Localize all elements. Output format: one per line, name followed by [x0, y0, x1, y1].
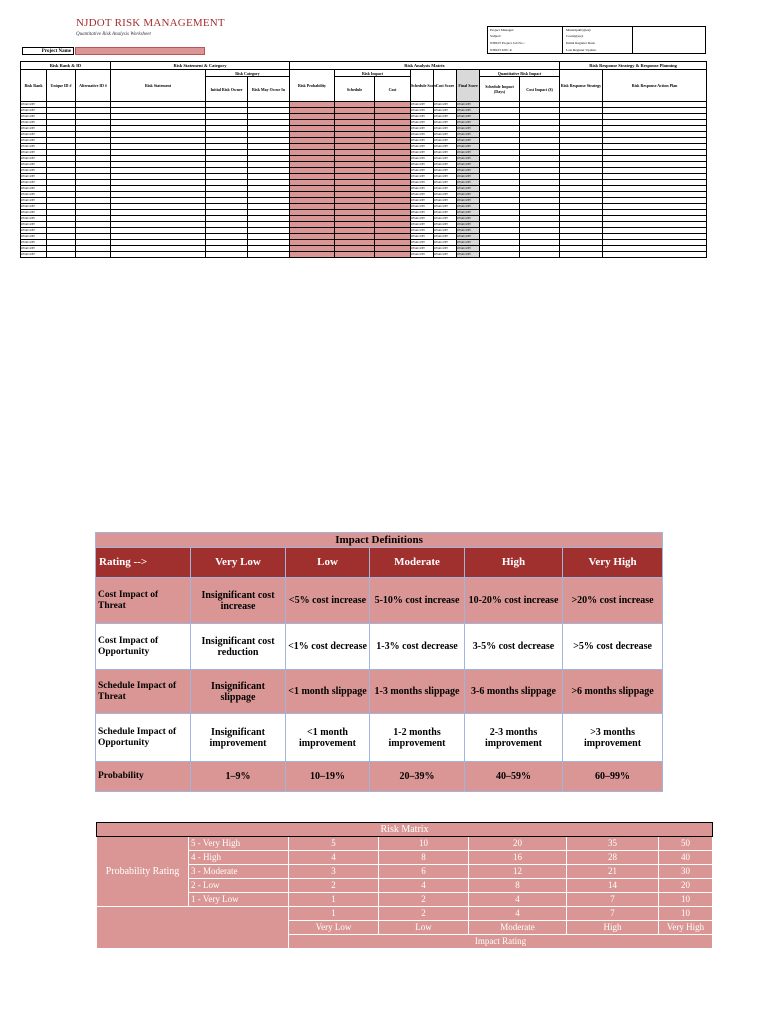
register-cell[interactable]: #VALUE!	[434, 102, 457, 108]
def-cell: Insignificant slippage	[191, 670, 286, 714]
register-cell[interactable]	[290, 252, 335, 258]
prob-level-label: 3 - Moderate	[189, 865, 289, 879]
prob-level-label: 4 - High	[189, 851, 289, 865]
register-cell[interactable]: #VALUE!	[411, 102, 434, 108]
matrix-cell: 5	[289, 837, 379, 851]
impact-value: 4	[469, 907, 567, 921]
matrix-cell: 4	[379, 879, 469, 893]
register-cell[interactable]: #VALUE!	[434, 210, 457, 216]
register-cell[interactable]: #VALUE!	[434, 126, 457, 132]
register-cell[interactable]: #VALUE!	[457, 162, 480, 168]
def-cell: 60–99%	[563, 762, 663, 792]
register-cell[interactable]: #VALUE!	[457, 114, 480, 120]
matrix-cell: 20	[659, 879, 713, 893]
register-cell[interactable]	[76, 252, 111, 258]
register-cell[interactable]: #VALUE!	[411, 156, 434, 162]
register-cell[interactable]	[335, 252, 375, 258]
register-cell[interactable]: #VALUE!	[21, 168, 47, 174]
initial-date-label: Initial Register Date:	[566, 41, 596, 45]
matrix-cell: 28	[567, 851, 659, 865]
register-cell[interactable]: #VALUE!	[411, 252, 434, 258]
prob-level-label: 5 - Very High	[189, 837, 289, 851]
impact-level: Very High	[659, 921, 713, 935]
level-very-high: Very High	[563, 548, 663, 578]
register-cell[interactable]	[47, 252, 76, 258]
register-cell[interactable]: #VALUE!	[21, 186, 47, 192]
def-cell: 20–39%	[370, 762, 465, 792]
probability-rating-label: Probability Rating	[97, 837, 189, 907]
register-cell[interactable]: #VALUE!	[21, 204, 47, 210]
row-probability-label: Probability	[96, 762, 191, 792]
def-cell: 3-6 months slippage	[465, 670, 563, 714]
register-cell[interactable]: #VALUE!	[411, 180, 434, 186]
register-cell[interactable]: #VALUE!	[457, 144, 480, 150]
matrix-cell: 10	[379, 837, 469, 851]
project-name-field[interactable]	[75, 47, 205, 55]
register-cell[interactable]: #VALUE!	[411, 204, 434, 210]
register-cell[interactable]: #VALUE!	[434, 168, 457, 174]
risk-matrix-title: Risk Matrix	[97, 823, 713, 837]
register-cell[interactable]: #VALUE!	[434, 150, 457, 156]
matrix-cell: 3	[289, 865, 379, 879]
register-cell[interactable]: #VALUE!	[457, 138, 480, 144]
register-cell[interactable]: #VALUE!	[21, 150, 47, 156]
matrix-cell: 8	[469, 879, 567, 893]
register-cell[interactable]: #VALUE!	[434, 108, 457, 114]
matrix-cell: 14	[567, 879, 659, 893]
impact-value: 10	[659, 907, 713, 921]
register-cell[interactable]: #VALUE!	[434, 234, 457, 240]
register-cell[interactable]: #VALUE!	[21, 102, 47, 108]
impact-value: 1	[289, 907, 379, 921]
register-cell[interactable]: #VALUE!	[434, 216, 457, 222]
register-cell[interactable]: #VALUE!	[411, 126, 434, 132]
register-cell[interactable]: #VALUE!	[457, 228, 480, 234]
register-cell[interactable]: #VALUE!	[21, 192, 47, 198]
level-low: Low	[286, 548, 370, 578]
register-cell[interactable]: #VALUE!	[434, 246, 457, 252]
register-cell[interactable]: #VALUE!	[411, 222, 434, 228]
register-cell[interactable]: #VALUE!	[411, 192, 434, 198]
register-cell[interactable]: #VALUE!	[457, 246, 480, 252]
register-cell[interactable]: #VALUE!	[434, 252, 457, 258]
matrix-cell: 12	[469, 865, 567, 879]
register-cell[interactable]	[480, 252, 520, 258]
register-cell[interactable]: #VALUE!	[434, 132, 457, 138]
register-cell[interactable]: #VALUE!	[21, 120, 47, 126]
matrix-cell: 30	[659, 865, 713, 879]
register-cell[interactable]: #VALUE!	[457, 150, 480, 156]
matrix-cell: 4	[289, 851, 379, 865]
page-subtitle: Quantitative Risk Analysis Worksheet	[76, 32, 151, 37]
col-risk-statement: Risk Statement	[111, 70, 206, 102]
row-cost-opportunity-label: Cost Impact of Opportunity	[96, 624, 191, 670]
matrix-cell: 2	[379, 893, 469, 907]
register-cell[interactable]	[603, 252, 707, 258]
row-schedule-threat-label: Schedule Impact of Threat	[96, 670, 191, 714]
register-cell[interactable]: #VALUE!	[457, 192, 480, 198]
def-cell: 1-2 months improvement	[370, 714, 465, 762]
impact-level: Low	[379, 921, 469, 935]
register-cell[interactable]: #VALUE!	[411, 174, 434, 180]
register-cell[interactable]	[375, 252, 411, 258]
register-cell[interactable]: #VALUE!	[457, 210, 480, 216]
register-cell[interactable]: #VALUE!	[411, 216, 434, 222]
register-cell[interactable]: #VALUE!	[411, 246, 434, 252]
register-cell[interactable]: #VALUE!	[411, 234, 434, 240]
register-cell[interactable]: #VALUE!	[434, 198, 457, 204]
matrix-corner	[97, 907, 289, 949]
def-cell: 1-3% cost decrease	[370, 624, 465, 670]
col-may-occur: Risk May Occur In	[248, 77, 290, 102]
register-cell[interactable]: #VALUE!	[411, 168, 434, 174]
row-cost-threat-label: Cost Impact of Threat	[96, 578, 191, 624]
register-cell[interactable]: #VALUE!	[457, 108, 480, 114]
col-alt-id: Alternative ID #	[76, 70, 111, 102]
impact-rating-label: Impact Rating	[289, 935, 713, 949]
group-header-statement: Risk Statement & Category	[111, 62, 290, 70]
level-moderate: Moderate	[370, 548, 465, 578]
register-cell[interactable]: #VALUE!	[434, 162, 457, 168]
group-header-response: Risk Response Strategy & Response Planning	[560, 62, 707, 70]
register-cell[interactable]: #VALUE!	[457, 126, 480, 132]
register-cell[interactable]: #VALUE!	[411, 162, 434, 168]
register-cell[interactable]: #VALUE!	[21, 108, 47, 114]
register-cell[interactable]: #VALUE!	[21, 246, 47, 252]
register-cell[interactable]: #VALUE!	[457, 186, 480, 192]
register-cell[interactable]: #VALUE!	[411, 150, 434, 156]
impact-definitions-title: Impact Definitions	[96, 533, 663, 548]
group-header-rank: Risk Rank & ID	[21, 62, 111, 70]
register-cell[interactable]: #VALUE!	[21, 174, 47, 180]
register-cell[interactable]: #VALUE!	[21, 156, 47, 162]
matrix-cell: 7	[567, 893, 659, 907]
def-cell: <1% cost decrease	[286, 624, 370, 670]
register-cell[interactable]: #VALUE!	[434, 192, 457, 198]
register-cell[interactable]: #VALUE!	[411, 144, 434, 150]
register-cell[interactable]: #VALUE!	[411, 198, 434, 204]
def-cell: Insignificant cost reduction	[191, 624, 286, 670]
register-cell[interactable]: #VALUE!	[457, 234, 480, 240]
impact-level: Very Low	[289, 921, 379, 935]
def-cell: >3 months improvement	[563, 714, 663, 762]
register-cell[interactable]: #VALUE!	[21, 228, 47, 234]
register-cell[interactable]: #VALUE!	[457, 198, 480, 204]
col-unique-id: Unique ID #	[47, 70, 76, 102]
register-cell[interactable]: #VALUE!	[457, 252, 480, 258]
register-cell[interactable]: #VALUE!	[411, 138, 434, 144]
col-cost-score: Cost Score	[434, 70, 457, 102]
matrix-cell: 2	[289, 879, 379, 893]
def-cell: <1 month slippage	[286, 670, 370, 714]
col-risk-rank: Risk Rank	[21, 70, 47, 102]
register-cell[interactable]	[520, 252, 560, 258]
register-cell[interactable]: #VALUE!	[411, 186, 434, 192]
register-cell[interactable]: #VALUE!	[411, 132, 434, 138]
risk-matrix-table	[96, 822, 713, 949]
prob-level-label: 1 - Very Low	[189, 893, 289, 907]
level-high: High	[465, 548, 563, 578]
register-cell[interactable]: #VALUE!	[21, 180, 47, 186]
matrix-cell: 1	[289, 893, 379, 907]
row-schedule-opportunity-label: Schedule Impact of Opportunity	[96, 714, 191, 762]
def-cell: Insignificant cost increase	[191, 578, 286, 624]
register-cell[interactable]: #VALUE!	[21, 114, 47, 120]
register-cell[interactable]: #VALUE!	[411, 114, 434, 120]
register-cell[interactable]: #VALUE!	[21, 162, 47, 168]
matrix-cell: 50	[659, 837, 713, 851]
job-no-label: NJDOT Project Job No.:	[490, 41, 525, 45]
register-cell[interactable]: #VALUE!	[21, 234, 47, 240]
risk-register-table	[20, 61, 707, 258]
col-cost: Cost	[375, 77, 411, 102]
register-cell[interactable]: #VALUE!	[411, 120, 434, 126]
def-cell: >5% cost decrease	[563, 624, 663, 670]
matrix-cell: 16	[469, 851, 567, 865]
municipality-label: Municipality(ies):	[566, 28, 592, 32]
matrix-cell: 8	[379, 851, 469, 865]
register-cell[interactable]: #VALUE!	[434, 186, 457, 192]
group-header-analysis: Risk Analysis Matrix	[290, 62, 560, 70]
register-cell[interactable]: #VALUE!	[21, 216, 47, 222]
register-cell[interactable]: #VALUE!	[434, 174, 457, 180]
subheader-risk-category: Risk Category	[206, 70, 290, 77]
col-response-plan: Risk Response Action Plan	[603, 70, 707, 102]
county-label: County(ies):	[566, 34, 584, 38]
register-cell[interactable]	[248, 252, 290, 258]
page-title: NJDOT RISK MANAGEMENT	[76, 17, 225, 29]
def-cell: >20% cost increase	[563, 578, 663, 624]
register-cell[interactable]: #VALUE!	[434, 120, 457, 126]
register-cell[interactable]: #VALUE!	[457, 120, 480, 126]
impact-value: 2	[379, 907, 469, 921]
register-cell[interactable]: #VALUE!	[411, 108, 434, 114]
subheader-risk-impact: Risk Impact	[335, 70, 411, 77]
def-cell: 40–59%	[465, 762, 563, 792]
impact-value: 7	[567, 907, 659, 921]
def-cell: 3-5% cost decrease	[465, 624, 563, 670]
register-cell[interactable]: #VALUE!	[411, 210, 434, 216]
register-cell[interactable]: #VALUE!	[434, 138, 457, 144]
register-cell[interactable]: #VALUE!	[411, 240, 434, 246]
register-cell[interactable]: #VALUE!	[411, 228, 434, 234]
def-cell: 5-10% cost increase	[370, 578, 465, 624]
register-cell[interactable]: #VALUE!	[21, 198, 47, 204]
last-update-label: Last Register Update:	[566, 48, 597, 52]
col-final-score: Final Score	[457, 70, 480, 102]
def-cell: Insignificant improvement	[191, 714, 286, 762]
impact-level: Moderate	[469, 921, 567, 935]
register-cell[interactable]: #VALUE!	[21, 210, 47, 216]
col-risk-owner: Initial Risk Owner	[206, 77, 248, 102]
register-cell[interactable]: #VALUE!	[21, 144, 47, 150]
register-cell[interactable]: #VALUE!	[21, 222, 47, 228]
matrix-cell: 21	[567, 865, 659, 879]
register-cell[interactable]: #VALUE!	[457, 204, 480, 210]
col-cost-impact: Cost Impact ($)	[520, 77, 560, 102]
matrix-cell: 4	[469, 893, 567, 907]
register-cell[interactable]: #VALUE!	[434, 204, 457, 210]
project-info-box	[487, 26, 706, 54]
register-cell[interactable]: #VALUE!	[434, 156, 457, 162]
matrix-cell: 40	[659, 851, 713, 865]
subject-label: Subject:	[490, 34, 502, 38]
register-cell[interactable]: #VALUE!	[457, 240, 480, 246]
project-manager-label: Project Manager:	[490, 28, 515, 32]
matrix-cell: 20	[469, 837, 567, 851]
register-cell[interactable]: #VALUE!	[457, 216, 480, 222]
def-cell: 1–9%	[191, 762, 286, 792]
matrix-cell: 6	[379, 865, 469, 879]
register-cell[interactable]: #VALUE!	[457, 132, 480, 138]
register-cell[interactable]: #VALUE!	[21, 132, 47, 138]
impact-level: High	[567, 921, 659, 935]
col-schedule-score: Schedule Score	[411, 70, 434, 102]
col-schedule: Schedule	[335, 77, 375, 102]
register-cell[interactable]	[111, 252, 206, 258]
upc-label: NJDOT UPC #:	[490, 48, 513, 52]
col-risk-probability: Risk Probability	[290, 70, 335, 102]
register-cell[interactable]: #VALUE!	[21, 126, 47, 132]
col-schedule-days: Schedule Impact (Days)	[480, 77, 520, 102]
register-cell[interactable]: #VALUE!	[434, 180, 457, 186]
def-cell: 1-3 months slippage	[370, 670, 465, 714]
prob-level-label: 2 - Low	[189, 879, 289, 893]
def-cell: >6 months slippage	[563, 670, 663, 714]
def-cell: <1 month improvement	[286, 714, 370, 762]
def-cell: <5% cost increase	[286, 578, 370, 624]
register-cell[interactable]: #VALUE!	[434, 144, 457, 150]
col-response-strategy: Risk Response Strategy	[560, 70, 603, 102]
register-cell[interactable]	[560, 252, 603, 258]
matrix-cell: 35	[567, 837, 659, 851]
register-cell[interactable]	[206, 252, 248, 258]
register-cell[interactable]: #VALUE!	[457, 174, 480, 180]
register-cell[interactable]: #VALUE!	[434, 222, 457, 228]
def-cell: 10–19%	[286, 762, 370, 792]
register-cell[interactable]: #VALUE!	[434, 240, 457, 246]
register-cell[interactable]: #VALUE!	[21, 138, 47, 144]
register-cell[interactable]: #VALUE!	[434, 114, 457, 120]
level-very-low: Very Low	[191, 548, 286, 578]
register-cell[interactable]: #VALUE!	[21, 252, 47, 258]
register-cell[interactable]: #VALUE!	[21, 240, 47, 246]
register-cell[interactable]: #VALUE!	[457, 156, 480, 162]
project-name-label: Project Name	[22, 47, 74, 55]
matrix-cell: 10	[659, 893, 713, 907]
impact-definitions-table	[95, 532, 663, 792]
table-row	[21, 252, 707, 258]
register-cell[interactable]: #VALUE!	[457, 222, 480, 228]
def-cell: 10-20% cost increase	[465, 578, 563, 624]
register-cell[interactable]: #VALUE!	[434, 228, 457, 234]
subheader-quant-impact: Quantitative Risk Impact	[480, 70, 560, 77]
register-cell[interactable]: #VALUE!	[457, 168, 480, 174]
register-cell[interactable]: #VALUE!	[457, 180, 480, 186]
register-cell[interactable]: #VALUE!	[457, 102, 480, 108]
def-cell: 2-3 months improvement	[465, 714, 563, 762]
rating-label: Rating -->	[96, 548, 191, 578]
